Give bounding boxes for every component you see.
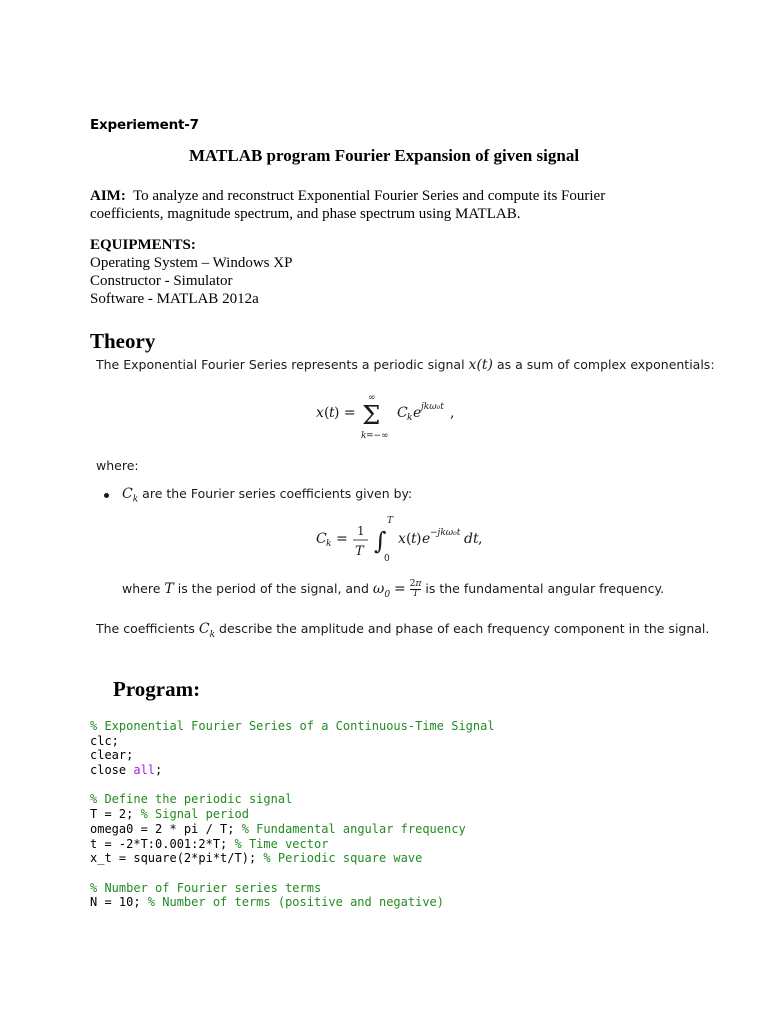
svg-text:=−∞: =−∞	[366, 431, 389, 441]
svg-text:e: e	[422, 531, 431, 547]
code-text: t = -2*T:0.001:2*T;	[90, 836, 235, 851]
svg-text:x: x	[316, 405, 324, 421]
svg-text:C: C	[316, 531, 327, 547]
where-label: where:	[96, 458, 139, 473]
code-text: omega0 = 2 * pi / T;	[90, 821, 242, 836]
code-line: clear;	[90, 748, 134, 763]
svg-text:) =: ) =	[334, 405, 356, 421]
svg-text:∞: ∞	[368, 393, 376, 403]
code-block	[90, 719, 495, 910]
period-text-c: is the fundamental angular frequency.	[425, 581, 665, 596]
code-line: % Define the periodic signal	[90, 792, 293, 807]
code-text: T = 2;	[90, 807, 141, 822]
coefficients-text-a: The coefficients	[96, 621, 195, 636]
code-line: % Exponential Fourier Series of a Continuous-Time Signal	[90, 719, 495, 733]
code-text: N = 10;	[90, 895, 148, 910]
coefficient-symbol: C	[122, 486, 133, 502]
svg-text:1: 1	[357, 524, 365, 538]
code-comment: % Fundamental angular frequency	[241, 821, 466, 836]
code-comment: % Signal period	[140, 807, 249, 822]
svg-text:k: k	[407, 413, 413, 423]
program-heading: Program:	[113, 677, 201, 701]
bullet-icon	[104, 493, 109, 498]
bullet-text: are the Fourier series coefficients given by:	[142, 486, 413, 501]
period-text-a: where	[122, 581, 161, 596]
coefficient-equation	[314, 505, 534, 575]
theory-intro-text-b: as a sum of complex exponentials:	[496, 357, 715, 372]
coefficient-symbol-inline: $C_k$	[198, 621, 216, 640]
equipment-item: Constructor - Simulator	[90, 273, 233, 289]
svg-text:C: C	[397, 405, 408, 421]
svg-text:dt: dt	[464, 531, 479, 547]
omega-fraction: $\frac{2\pi}{T}$	[409, 579, 422, 599]
equipment-item: Operating System – Windows XP	[90, 255, 293, 271]
code-line	[90, 763, 495, 778]
svg-text:(: (	[324, 405, 330, 421]
coefficients-text-b: describe the amplitude and phase of each frequency component in the signal.	[219, 621, 710, 636]
svg-text:,: ,	[450, 405, 455, 421]
signal-symbol: x(t)	[468, 357, 493, 373]
svg-text:x: x	[398, 531, 406, 547]
svg-text:e: e	[413, 405, 422, 421]
aim-text: To analyze and reconstruct Exponential Fourier Series and compute its Fourier coefficients, magnitude spectrum, and phase spectrum using MATLAB.	[90, 188, 606, 222]
theory-heading: Theory	[90, 329, 156, 353]
svg-text:Σ: Σ	[362, 401, 381, 431]
code-text: x_t = square(2*pi*t/T);	[90, 851, 264, 866]
svg-text:,: ,	[478, 531, 483, 547]
period-text-b: is the period of the signal, and	[177, 581, 369, 596]
code-line: clc;	[90, 733, 119, 748]
equipments-label: EQUIPMENTS:	[90, 237, 196, 253]
svg-text:): )	[416, 531, 422, 547]
code-line	[90, 851, 495, 866]
code-line	[90, 822, 495, 837]
svg-text:T: T	[355, 544, 364, 559]
code-comment: % Periodic square wave	[263, 851, 423, 866]
bullet-line	[122, 486, 412, 505]
svg-text:(: (	[406, 531, 412, 547]
svg-text:∫: ∫	[374, 527, 387, 555]
svg-text:0: 0	[384, 554, 390, 564]
svg-text:k: k	[361, 431, 367, 441]
theory-intro-text-a: The Exponential Fourier Series represents a periodic signal	[96, 357, 465, 372]
svg-text:t: t	[411, 531, 417, 547]
code-keyword: all	[133, 763, 156, 778]
document-title: MATLAB program Fourier Expansion of given signal	[188, 146, 580, 165]
period-symbol: T	[164, 581, 174, 597]
svg-text:T: T	[387, 516, 394, 526]
aim-label: AIM:	[90, 188, 126, 204]
omega-equals: =	[394, 581, 406, 597]
code-comment: % Number of terms (positive and negative)	[147, 895, 445, 910]
equipments-section	[90, 236, 292, 308]
period-description	[122, 580, 664, 600]
svg-text:−jkω₀t: −jkω₀t	[430, 528, 461, 538]
code-line: % Number of Fourier series terms	[90, 880, 322, 895]
omega-zero-symbol: $\omega_0$	[372, 581, 391, 600]
code-line	[90, 895, 495, 910]
code-line	[90, 807, 495, 822]
code-text: close	[90, 763, 134, 778]
equipment-item: Software - MATLAB 2012a	[90, 291, 259, 307]
code-line	[90, 837, 495, 852]
aim-paragraph	[90, 187, 650, 223]
svg-text:=: =	[336, 531, 348, 547]
fourier-series-equation	[316, 387, 516, 457]
theory-intro	[96, 357, 715, 373]
svg-text:t: t	[329, 405, 335, 421]
code-comment: % Time vector	[234, 836, 329, 851]
coefficient-subscript: k	[132, 494, 139, 505]
svg-text:k: k	[326, 539, 332, 549]
coefficients-description	[96, 621, 709, 640]
experiment-label: Experiement-7	[90, 117, 199, 133]
code-blank-line	[90, 778, 495, 793]
code-blank-line	[90, 866, 495, 881]
code-text: ;	[155, 763, 163, 778]
svg-text:jkω₀t: jkω₀t	[421, 402, 444, 412]
